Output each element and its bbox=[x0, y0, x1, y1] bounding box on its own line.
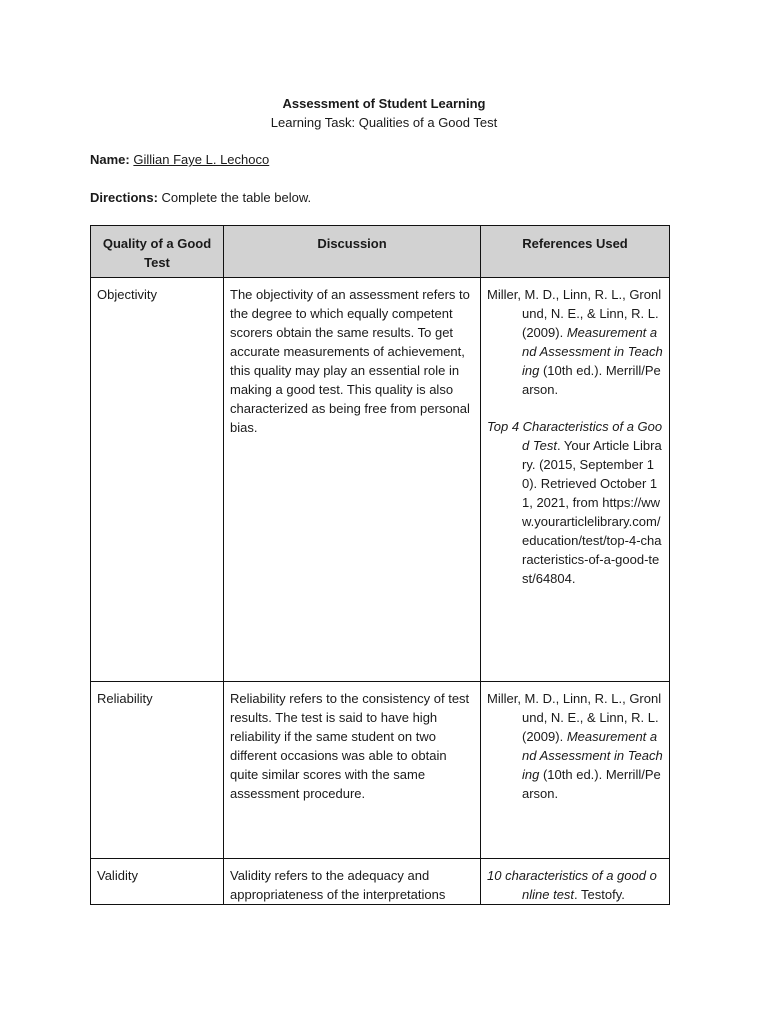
reference-entry: 10 characteristics of a good online test. Testofy. bbox=[487, 868, 657, 902]
references-cell bbox=[481, 859, 669, 904]
header-quality: Quality of a Good Test bbox=[91, 226, 224, 278]
document-subtitle: Learning Task: Qualities of a Good Test bbox=[270, 115, 498, 130]
reference-entry: Top 4 Characteristics of a Good Test. Your Article Library. (2015, September 10). Retrieved October 11, 2021, from https://www.yourarticlelibrary.com/education/test/top-4-characteristics-of-a-good-test/64804. bbox=[487, 419, 663, 586]
discussion-cell: Validity refers to the adequacy and appropriateness of the interpretations bbox=[230, 868, 446, 902]
document-title: Assessment of Student Learning bbox=[282, 96, 486, 111]
directions-text: Complete the table below. bbox=[161, 190, 312, 205]
table-row bbox=[91, 682, 670, 859]
title-block bbox=[0, 94, 768, 132]
header-references: References Used bbox=[481, 226, 670, 278]
reference-entry: Miller, M. D., Linn, R. L., Gronlund, N. E., & Linn, R. L. (2009). Measurement and Assessment in Teaching (10th ed.). Merrill/Pearson. bbox=[487, 691, 663, 801]
quality-cell: Validity bbox=[97, 868, 138, 883]
name-line bbox=[90, 151, 269, 169]
reference-entry: Miller, M. D., Linn, R. L., Gronlund, N. E., & Linn, R. L. (2009). Measurement and Assessment in Teaching (10th ed.). Merrill/Pearson. bbox=[487, 287, 663, 397]
references-cell bbox=[481, 278, 669, 588]
name-value: Gillian Faye L. Lechoco bbox=[133, 152, 270, 167]
directions-label: Directions: bbox=[90, 190, 158, 205]
references-cell bbox=[481, 682, 669, 803]
discussion-cell: Reliability refers to the consistency of test results. The test is said to have high reliability if the same student on two different occasions was able to obtain quite similar scores with the same assessment procedure. bbox=[230, 691, 470, 801]
header-discussion: Discussion bbox=[224, 226, 481, 278]
quality-cell: Objectivity bbox=[97, 287, 157, 302]
table-row bbox=[91, 278, 670, 682]
table-row bbox=[91, 859, 670, 905]
name-label: Name: bbox=[90, 152, 130, 167]
discussion-cell: The objectivity of an assessment refers to the degree to which equally competent scorers obtain the same results. To get accurate measurements of achievement, this quality may play an essential role in making a good test. This quality is also characterized as being free from personal bias. bbox=[230, 287, 470, 435]
directions-line bbox=[90, 189, 311, 207]
qualities-table bbox=[90, 225, 670, 905]
table-header-row bbox=[91, 226, 670, 278]
quality-cell: Reliability bbox=[97, 691, 153, 706]
